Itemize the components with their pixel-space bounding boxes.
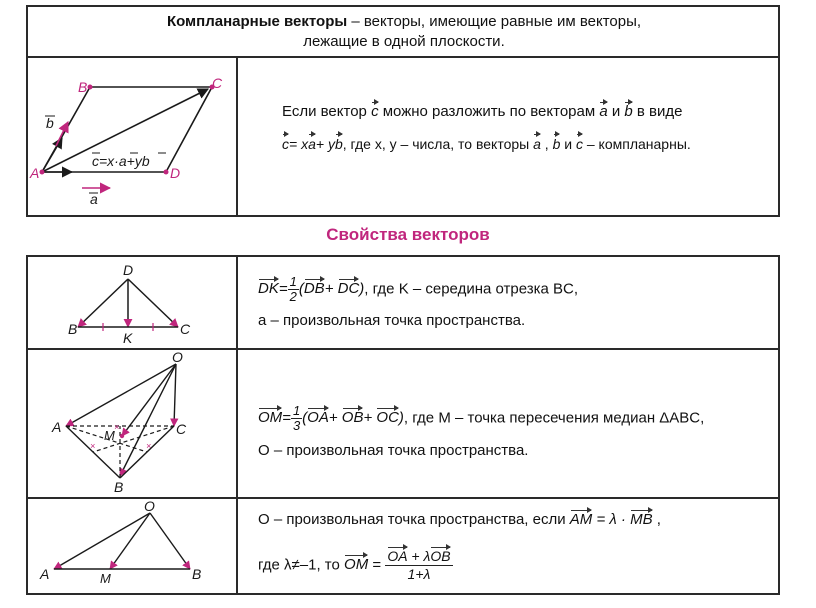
section-title: Свойства векторов [326, 225, 490, 244]
coplanar-statement-line1: Если вектор c можно разложить по векторам a и b в виде [282, 103, 683, 120]
definition-text-1: – векторы, имеющие равные им векторы, [347, 13, 642, 30]
vec-b: b [624, 103, 633, 120]
label-a: A [52, 419, 62, 435]
coplanar-statement-line2: c= xa+ yb, где x, y – числа, то векторы a , b и c – компланарны. [282, 136, 691, 152]
label-c: C [180, 321, 191, 337]
definition-text-2: лежащие в одной плоскости. [303, 33, 505, 50]
label-b: B [192, 566, 202, 582]
svg-text:×: × [90, 441, 96, 451]
label-d: D [170, 165, 181, 181]
svg-text:×: × [146, 441, 152, 451]
label-a: A [30, 165, 40, 181]
vector-b-sample [56, 122, 68, 146]
property1-note: a – произвольная точка пространства. [258, 312, 526, 329]
point-d [164, 170, 169, 175]
svg-text:×: × [114, 422, 120, 432]
point-a [40, 170, 45, 175]
label-vec-b: b [46, 115, 54, 131]
label-o: O [144, 499, 155, 514]
label-formula: c=x·a+yb [92, 153, 150, 169]
vec-c: c [371, 103, 379, 120]
label-b: B [78, 79, 88, 95]
point-b [88, 85, 93, 90]
property2-note: O – произвольная точка пространства. [258, 442, 529, 459]
property2-formula: OM= $\frac{1}{3}$ (OA+ OB+ OC), где M – точка пересечения медиан ΔABC, [258, 403, 705, 433]
label-b: B [114, 479, 124, 495]
label-vec-a: a [90, 191, 98, 207]
tetrahedron-figure [28, 350, 236, 496]
definition-header [134, 12, 674, 52]
label-o: O [172, 350, 183, 365]
property3-line2: где λ≠–1, то OM = $\frac{\text{OA + λOB}}{1+\lambda}$ [258, 548, 451, 582]
property1-formula: DK= $\frac{1}{2}$ (DB+ DC), где K – середина отрезка BC, [258, 274, 579, 304]
label-c: C [212, 75, 223, 91]
label-m: M [104, 428, 115, 443]
definition-table-column-divider [236, 56, 238, 217]
properties-table-column-divider [236, 255, 238, 595]
label-m: M [100, 571, 111, 586]
parallelogram-figure [28, 58, 236, 216]
triangle-median-figure [28, 257, 236, 347]
definition-term: Компланарные векторы [166, 13, 348, 30]
label-d: D [123, 262, 134, 278]
property3-line1: O – произвольная точка пространства, если AM = λ · MB , [258, 511, 661, 528]
label-a: A [40, 566, 50, 582]
label-c: C [176, 421, 187, 437]
label-b: B [68, 321, 78, 337]
label-k: K [123, 330, 133, 346]
vec-a: a [599, 103, 608, 120]
segment-division-figure [28, 499, 236, 594]
